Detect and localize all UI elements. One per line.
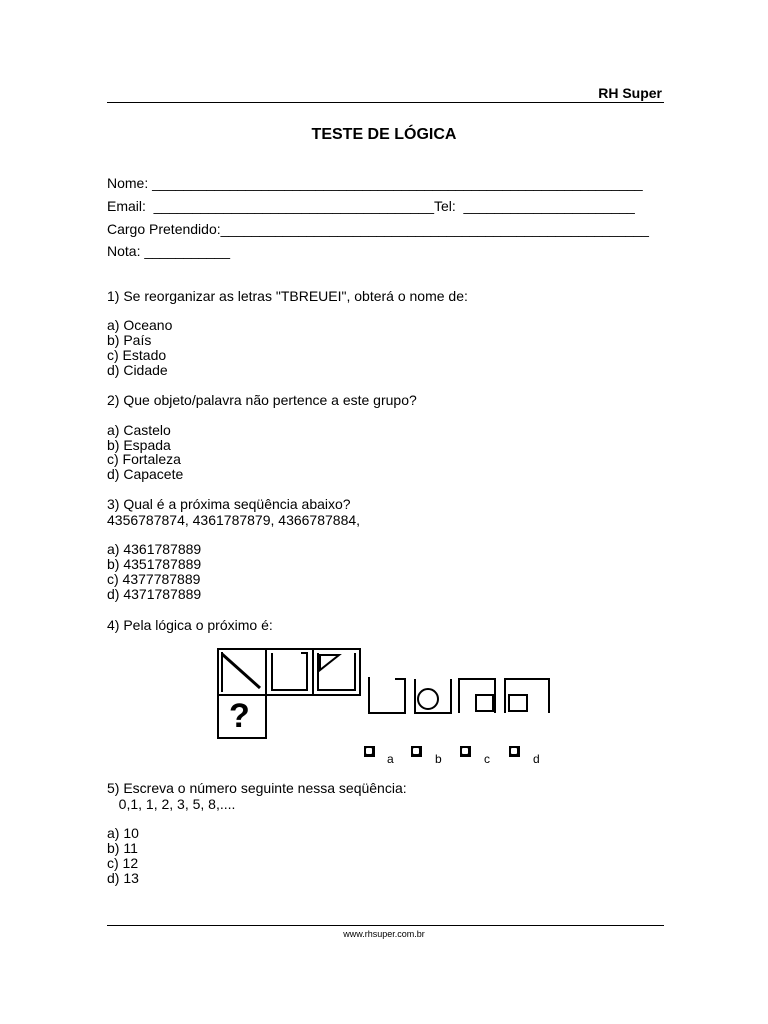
q4-option-c-label: c [484, 752, 490, 766]
q4-question: 4) Pela lógica o próximo é: [107, 617, 273, 633]
q5-option-c: c) 12 [107, 855, 139, 871]
name-field: Nome: _______________________________________________________________ [107, 175, 643, 191]
q3-option-b: b) 4351787889 [107, 556, 202, 572]
brand-name: RH Super [598, 85, 662, 101]
q5-option-a: a) 10 [107, 825, 139, 841]
unknown-mark: ? [229, 697, 250, 735]
q2-question: 2) Que objeto/palavra não pertence a este grupo? [107, 392, 417, 408]
q2-option-c: c) Fortaleza [107, 451, 181, 467]
q3-option-d: d) 4371787889 [107, 586, 202, 602]
q3-sequence: 4356787874, 4361787879, 4366787884, [107, 512, 361, 528]
q1-option-a: a) Oceano [107, 317, 173, 333]
q2-option-a: a) Castelo [107, 422, 171, 438]
nota-field: Nota: ___________ [107, 243, 230, 259]
cargo-field: Cargo Pretendido:_______________________________________________________ [107, 221, 649, 237]
q5-option-d: d) 13 [107, 870, 139, 886]
footer-rule [107, 925, 664, 926]
q4-option-d-checkbox[interactable] [509, 746, 520, 757]
q4-option-c-checkbox[interactable] [460, 746, 471, 757]
email-tel-field: Email: ____________________________________Tel: ______________________ [107, 198, 635, 214]
answer-figures [365, 675, 555, 717]
q3-option-c: c) 4377787889 [107, 571, 201, 587]
q1-option-d: d) Cidade [107, 362, 168, 378]
q1-option-c: c) Estado [107, 347, 167, 363]
q5-option-b: b) 11 [107, 840, 138, 856]
q4-option-a-checkbox[interactable] [364, 746, 375, 757]
footer-url[interactable]: www.rhsuper.com.br [343, 929, 425, 939]
q2-option-d: d) Capacete [107, 466, 184, 482]
q2-option-b: b) Espada [107, 437, 171, 453]
q4-option-d-label: d [533, 752, 540, 766]
header-rule [107, 102, 664, 103]
page-title: TESTE DE LÓGICA [311, 126, 457, 143]
q3-question: 3) Qual é a próxima seqüência abaixo? [107, 496, 351, 512]
q4-option-b-label: b [435, 752, 442, 766]
q4-option-b-checkbox[interactable] [411, 746, 422, 757]
q1-question: 1) Se reorganizar as letras "TBREUEI", obterá o nome de: [107, 288, 468, 304]
q5-sequence: 0,1, 1, 2, 3, 5, 8,.... [107, 796, 236, 812]
q5-question: 5) Escreva o número seguinte nessa seqüência: [107, 780, 407, 796]
q4-option-a-label: a [387, 752, 394, 766]
q1-option-b: b) País [107, 332, 152, 348]
q3-option-a: a) 4361787889 [107, 541, 202, 557]
